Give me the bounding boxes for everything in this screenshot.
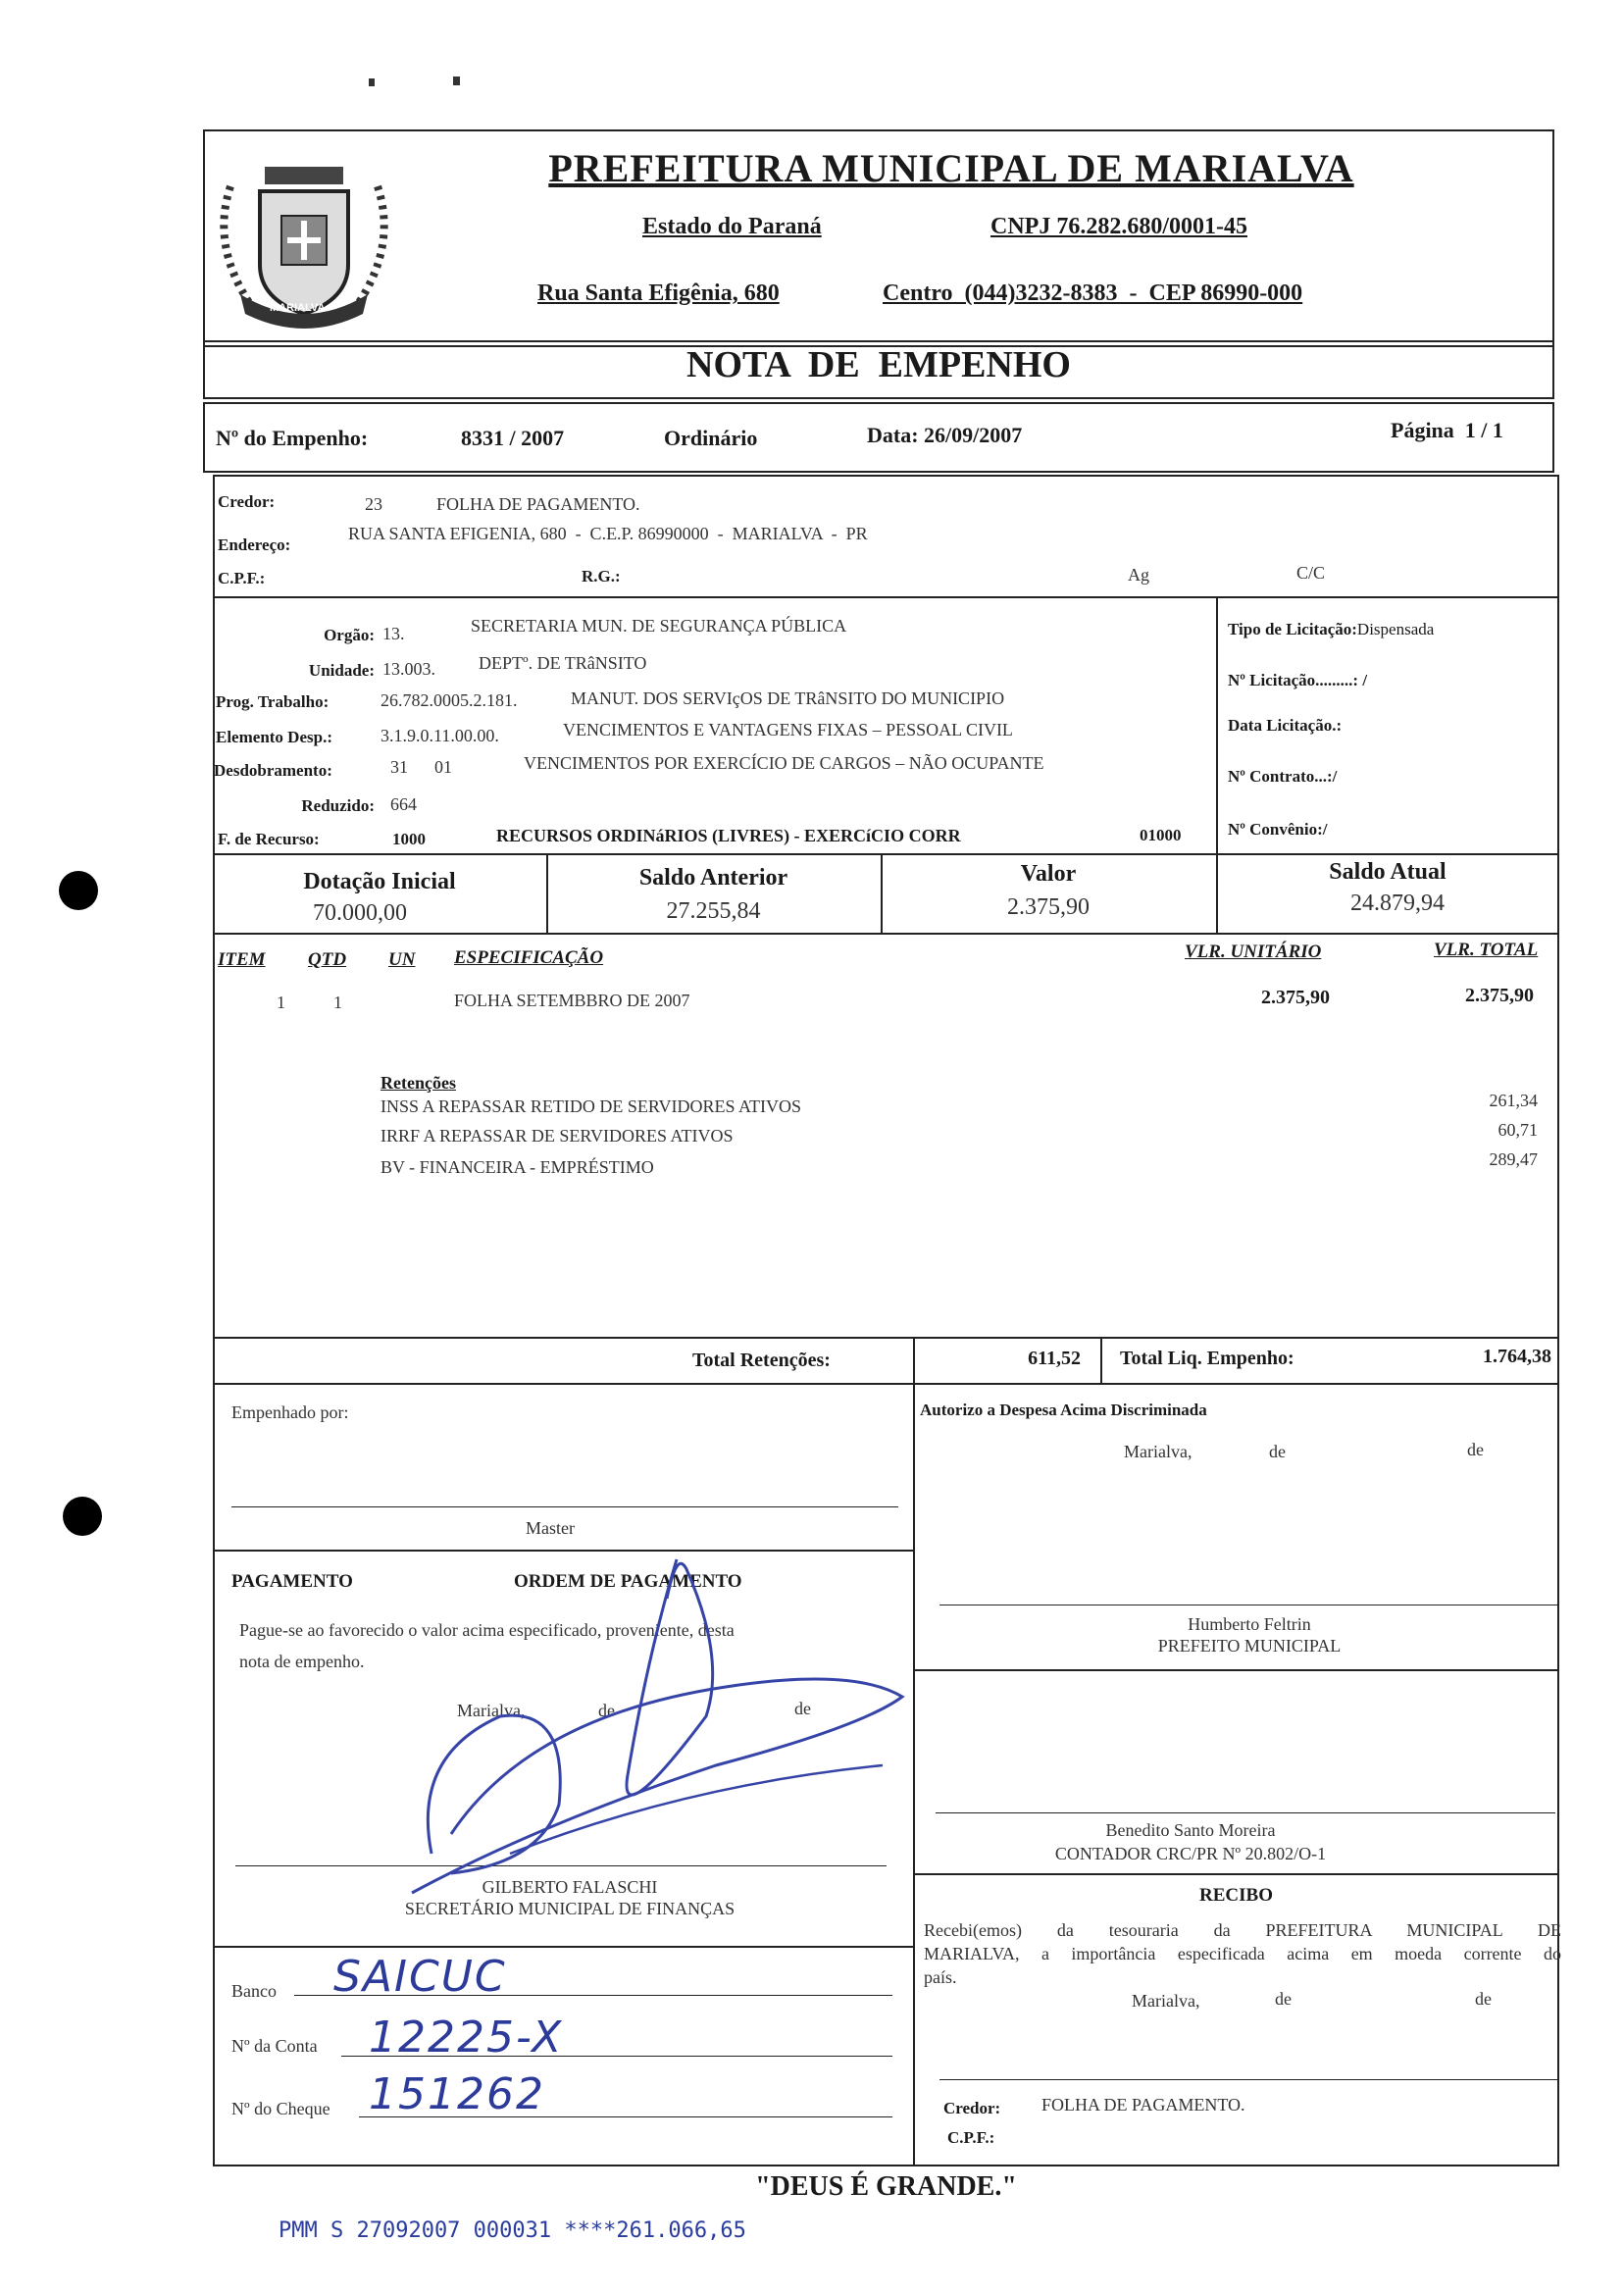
empenho-date: Data: 26/09/2007 <box>867 423 1023 447</box>
empenhado-name: Master <box>526 1518 575 1538</box>
bank-stamp: PMM S 27092007 000031 ****261.066,65 <box>279 2218 746 2243</box>
saldo-anterior-label: Saldo Anterior <box>638 865 788 891</box>
orgao-label: Orgão: <box>324 626 375 644</box>
total-retencoes-value: 611,52 <box>1028 1348 1081 1369</box>
total-retencoes-label: Total Retenções: <box>692 1350 831 1371</box>
ag-label: Ag <box>1128 565 1149 585</box>
unidade-desc: DEPTº. DE TRâNSITO <box>479 653 647 673</box>
saldo-atual-label: Saldo Atual <box>1329 859 1446 885</box>
retencao-desc: BV - FINANCEIRA - EMPRÉSTIMO <box>381 1157 654 1177</box>
cc-label: C/C <box>1296 563 1326 583</box>
saldo-atual-value: 24.879,94 <box>1350 891 1445 916</box>
crest-text: MARIALVA <box>270 302 326 314</box>
recurso-label: F. de Recurso: <box>218 830 320 848</box>
col-item: ITEM <box>218 949 266 970</box>
orgao-desc: SECRETARIA MUN. DE SEGURANÇA PÚBLICA <box>471 616 847 636</box>
col-especificacao: ESPECIFICAÇÃO <box>454 947 604 968</box>
item-desc: FOLHA SETEMBBRO DE 2007 <box>454 991 690 1010</box>
prog-label: Prog. Trabalho: <box>216 692 330 711</box>
item-unit-value: 2.375,90 <box>1261 987 1330 1008</box>
retencao-value: 261,34 <box>1489 1091 1538 1110</box>
col-un: UN <box>388 949 416 970</box>
autorizo-de: de <box>1269 1442 1286 1461</box>
autorizo-title: Autorizo a Despesa Acima Discriminada <box>920 1401 1207 1419</box>
recurso-code: 1000 <box>392 830 426 848</box>
secretario-name: GILBERTO FALASCHI <box>482 1877 658 1897</box>
divider <box>213 596 1559 598</box>
banco-label: Banco <box>231 1981 277 2001</box>
retencao-desc: INSS A REPASSAR RETIDO DE SERVIDORES ATIVOS <box>381 1096 801 1116</box>
credor-name: FOLHA DE PAGAMENTO. <box>436 494 640 514</box>
endereco-value: RUA SANTA EFIGENIA, 680 - C.E.P. 86990000 - MARIALVA - PR <box>348 524 868 543</box>
elemento-desc: VENCIMENTOS E VANTAGENS FIXAS – PESSOAL CIVIL <box>563 720 1013 739</box>
col-vlr-total: VLR. TOTAL <box>1434 940 1539 960</box>
dotacao-label: Dotação Inicial <box>303 869 456 894</box>
credor-label: Credor: <box>218 492 276 511</box>
total-liquido-value: 1.764,38 <box>1483 1346 1551 1367</box>
cnpj: CNPJ 76.282.680/0001-45 <box>990 214 1247 239</box>
recibo-cpf-label: C.P.F.: <box>947 2128 995 2147</box>
pagamento-title: PAGAMENTO <box>231 1571 353 1592</box>
recurso-number: 01000 <box>1140 826 1182 844</box>
divider <box>213 1383 1559 1385</box>
signature-line <box>939 2079 1559 2080</box>
elemento-code: 3.1.9.0.11.00.00. <box>381 726 499 745</box>
divider <box>1100 1337 1102 1383</box>
state-name: Estado do Paraná <box>642 214 822 239</box>
pagamento-de: de <box>598 1701 615 1720</box>
prog-desc: MANUT. DOS SERVIçOS DE TRâNSITO DO MUNICIPIO <box>571 688 1005 708</box>
divider <box>213 853 1559 855</box>
numero-licitacao: Nº Licitação.........: / <box>1228 671 1368 689</box>
signature-line <box>231 1506 898 1507</box>
conta-handwritten: 12225-X <box>369 2013 564 2063</box>
recibo-place: Marialva, <box>1132 1991 1200 2011</box>
item-qtd: 1 <box>333 993 342 1012</box>
tipo-licitacao <box>1228 620 1434 639</box>
elemento-label: Elemento Desp.: <box>216 728 332 746</box>
motto: "DEUS É GRANDE." <box>755 2171 1017 2202</box>
retencao-desc: IRRF A REPASSAR DE SERVIDORES ATIVOS <box>381 1126 734 1146</box>
numero-contrato: Nº Contrato...:/ <box>1228 767 1338 786</box>
org-title: PREFEITURA MUNICIPAL DE MARIALVA <box>548 146 1354 190</box>
pagamento-text: nota de empenho. <box>239 1652 365 1671</box>
banco-handwritten: SAICUC <box>333 1952 507 2002</box>
unidade-label: Unidade: <box>308 661 375 680</box>
desdobramento-label: Desdobramento: <box>214 761 332 780</box>
retencao-value: 60,71 <box>1497 1120 1538 1140</box>
signature-line <box>936 1812 1555 1813</box>
document-title: NOTA DE EMPENHO <box>686 344 1071 385</box>
divider <box>213 1337 1559 1339</box>
recibo-text: MARIALVA, a importância especificada acima em moeda corrente do <box>924 1944 1561 1963</box>
prefeito-role: PREFEITO MUNICIPAL <box>1157 1636 1342 1656</box>
conta-label: Nº da Conta <box>231 2036 318 2056</box>
recurso-desc: RECURSOS ORDINáRIOS (LIVRES) - EXERCíCIO CORR <box>496 826 961 845</box>
col-qtd: QTD <box>308 949 347 970</box>
credor-code: 23 <box>365 494 382 514</box>
speck <box>369 78 375 86</box>
punch-hole-top <box>59 871 98 910</box>
tipo-licitacao-label: Tipo de Licitação: <box>1228 620 1357 638</box>
recibo-credor-label: Credor: <box>943 2099 1001 2117</box>
divider <box>913 1337 915 1383</box>
empenho-type: Ordinário <box>664 426 758 450</box>
cheque-handwritten: 151262 <box>369 2069 545 2119</box>
orgao-code: 13. <box>382 624 405 643</box>
total-liquido-label: Total Liq. Empenho: <box>1120 1348 1294 1369</box>
empenho-label: Nº do Empenho: <box>216 426 369 450</box>
dotacao-value: 70.000,00 <box>313 900 407 926</box>
desdobramento-desc: VENCIMENTOS POR EXERCÍCIO DE CARGOS – NÃO OCUPANTE <box>524 753 1044 773</box>
recibo-de: de <box>1275 1989 1292 2009</box>
reduzido-label: Reduzido: <box>301 796 375 815</box>
district-phone-cep: Centro (044)3232-8383 - CEP 86990-000 <box>883 280 1303 306</box>
divider <box>213 1946 913 1948</box>
recibo-de: de <box>1475 1989 1492 2009</box>
pagamento-de: de <box>794 1699 811 1718</box>
street-address: Rua Santa Efigênia, 680 <box>537 280 780 306</box>
valor-label: Valor <box>1020 861 1077 887</box>
speck <box>453 76 460 85</box>
item-total-value: 2.375,90 <box>1465 985 1534 1006</box>
recibo-text: país. <box>924 1967 957 1987</box>
contador-name: Benedito Santo Moreira <box>1105 1820 1276 1840</box>
empenhado-label: Empenhado por: <box>231 1402 349 1422</box>
cpf-label: C.P.F.: <box>218 569 266 587</box>
saldo-anterior-value: 27.255,84 <box>666 898 761 924</box>
crest-logo <box>211 147 397 333</box>
retencoes-title: Retenções <box>381 1073 456 1093</box>
divider <box>913 1669 1559 1671</box>
prog-code: 26.782.0005.2.181. <box>381 690 518 710</box>
unidade-code: 13.003. <box>382 659 435 679</box>
pagamento-place: Marialva, <box>457 1701 526 1720</box>
recibo-credor-value: FOLHA DE PAGAMENTO. <box>1041 2095 1245 2115</box>
reduzido-code: 664 <box>390 794 417 814</box>
punch-hole-bottom <box>63 1497 102 1536</box>
page-number: Página 1 / 1 <box>1391 418 1503 442</box>
valor-value: 2.375,90 <box>1007 894 1090 920</box>
contador-role: CONTADOR CRC/PR Nº 20.802/O-1 <box>1054 1844 1327 1863</box>
autorizo-place: Marialva, <box>1124 1442 1193 1461</box>
secretario-role: SECRETÁRIO MUNICIPAL DE FINANÇAS <box>404 1899 736 1918</box>
prefeito-name: Humberto Feltrin <box>1188 1614 1311 1634</box>
divider <box>1216 596 1218 853</box>
autorizo-de: de <box>1467 1440 1484 1459</box>
rg-label: R.G.: <box>582 567 621 586</box>
handwritten-signature <box>392 1540 922 1912</box>
pagamento-text: Pague-se ao favorecido o valor acima especificado, proveniente, desta <box>239 1620 735 1640</box>
numero-convenio: Nº Convênio:/ <box>1228 820 1328 839</box>
col-vlr-unitario: VLR. UNITÁRIO <box>1185 942 1322 962</box>
tipo-licitacao-value: Dispensada <box>1356 620 1435 638</box>
data-licitacao: Data Licitação.: <box>1228 716 1343 735</box>
recibo-text: Recebi(emos) da tesouraria da PREFEITURA MUNICIPAL DE <box>924 1920 1561 1940</box>
recibo-title: RECIBO <box>1199 1885 1273 1906</box>
endereco-label: Endereço: <box>218 535 291 554</box>
divider <box>213 933 1559 935</box>
cheque-label: Nº do Cheque <box>231 2099 330 2118</box>
divider <box>913 1873 1559 1875</box>
desdobramento-code: 31 01 <box>390 757 452 777</box>
empenho-number: 8331 / 2007 <box>461 426 565 450</box>
retencao-value: 289,47 <box>1489 1149 1538 1169</box>
ordem-pagamento-title: ORDEM DE PAGAMENTO <box>514 1571 742 1592</box>
item-number: 1 <box>277 993 285 1012</box>
